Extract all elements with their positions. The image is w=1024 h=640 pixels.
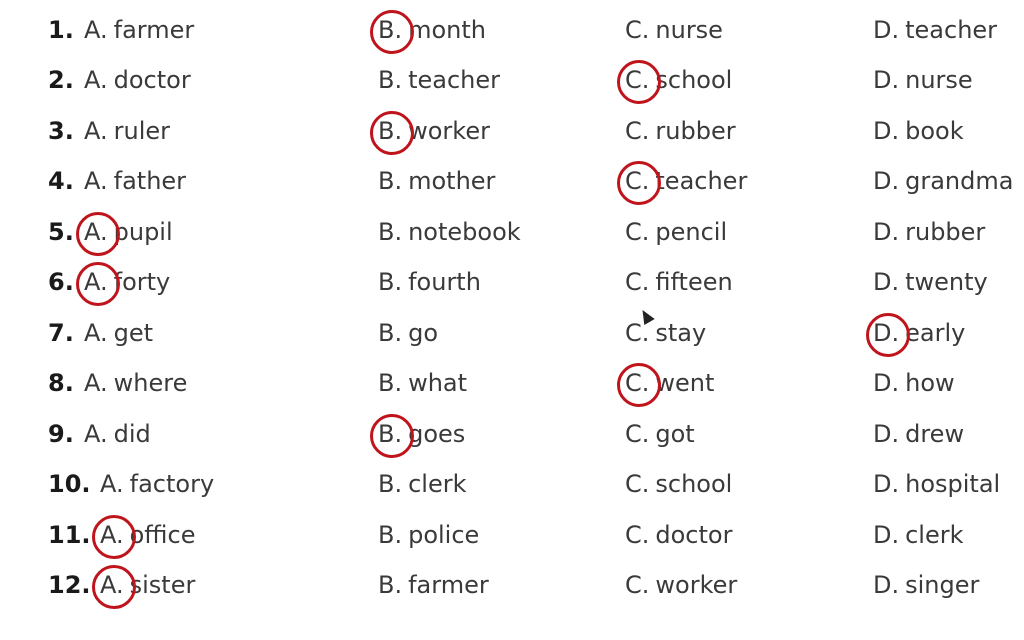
option-letter: C. [625, 420, 650, 448]
option-word: teacher [655, 167, 748, 195]
question-row [0, 55, 1024, 105]
option-c[interactable] [625, 571, 737, 599]
option-d[interactable] [873, 369, 955, 397]
circled-option-letter: B. [378, 117, 403, 145]
option-word: sister [129, 571, 196, 599]
option-a[interactable] [100, 470, 214, 498]
option-letter: A. [84, 319, 108, 347]
question-number: 12. [48, 571, 91, 599]
option-word: go [408, 319, 439, 347]
option-a[interactable] [84, 319, 153, 347]
option-word: rubber [905, 218, 986, 246]
option-b[interactable] [378, 521, 479, 549]
question-row [0, 207, 1024, 257]
question-number: 1. [48, 16, 74, 44]
option-word: did [113, 420, 151, 448]
question-number: 4. [48, 167, 74, 195]
option-letter: D. [873, 369, 900, 397]
option-letter: A. [100, 470, 124, 498]
option-c[interactable] [625, 470, 732, 498]
option-word: clerk [408, 470, 467, 498]
option-word: fourth [408, 268, 481, 296]
question-row [0, 5, 1024, 55]
option-b[interactable] [378, 167, 495, 195]
question-row [0, 156, 1024, 206]
option-letter: B. [378, 571, 403, 599]
option-b[interactable] [378, 16, 486, 44]
option-letter: B. [378, 470, 403, 498]
option-word: twenty [905, 268, 988, 296]
question-row [0, 358, 1024, 408]
option-word: school [655, 66, 733, 94]
option-word: teacher [408, 66, 501, 94]
option-letter: C. [625, 319, 650, 347]
option-word: farmer [113, 16, 195, 44]
question-row [0, 560, 1024, 610]
option-word: stay [655, 319, 707, 347]
option-b[interactable] [378, 66, 500, 94]
option-word: hospital [905, 470, 1001, 498]
circled-option-letter: B. [378, 16, 403, 44]
option-c[interactable] [625, 319, 706, 347]
option-b[interactable] [378, 470, 467, 498]
question-row [0, 106, 1024, 156]
option-letter: C. [625, 571, 650, 599]
option-letter: A. [84, 16, 108, 44]
question-number: 10. [48, 470, 91, 498]
option-c[interactable] [625, 167, 747, 195]
option-word: nurse [655, 16, 723, 44]
option-letter: D. [873, 521, 900, 549]
option-a[interactable] [84, 167, 186, 195]
option-c[interactable] [625, 117, 736, 145]
question-number: 6. [48, 268, 74, 296]
option-c[interactable] [625, 66, 732, 94]
option-word: father [113, 167, 187, 195]
question-number: 8. [48, 369, 74, 397]
option-d[interactable] [873, 16, 997, 44]
option-word: police [408, 521, 480, 549]
option-letter: C. [625, 16, 650, 44]
question-number: 5. [48, 218, 74, 246]
option-word: month [408, 16, 486, 44]
option-d[interactable] [873, 319, 965, 347]
option-word: notebook [408, 218, 521, 246]
option-word: got [655, 420, 695, 448]
option-word: nurse [905, 66, 973, 94]
option-a[interactable] [84, 268, 170, 296]
option-b[interactable] [378, 369, 467, 397]
option-d[interactable] [873, 218, 985, 246]
option-c[interactable] [625, 420, 695, 448]
question-row [0, 510, 1024, 560]
option-word: teacher [905, 16, 998, 44]
option-word: ruler [113, 117, 171, 145]
option-word: forty [113, 268, 171, 296]
option-word: mother [408, 167, 496, 195]
circled-option-letter: D. [873, 319, 900, 347]
option-b[interactable] [378, 319, 438, 347]
circled-option-letter: C. [625, 66, 650, 94]
option-letter: B. [378, 319, 403, 347]
option-c[interactable] [625, 268, 733, 296]
option-letter: D. [873, 218, 900, 246]
option-letter: D. [873, 470, 900, 498]
option-letter: C. [625, 117, 650, 145]
circled-option-letter: C. [625, 369, 650, 397]
option-a[interactable] [84, 420, 151, 448]
option-letter: B. [378, 521, 403, 549]
option-letter: C. [625, 470, 650, 498]
option-letter: C. [625, 521, 650, 549]
question-row [0, 308, 1024, 358]
option-letter: B. [378, 66, 403, 94]
option-letter: D. [873, 167, 900, 195]
option-word: rubber [655, 117, 736, 145]
option-a[interactable] [100, 571, 195, 599]
circled-option-letter: A. [84, 218, 108, 246]
option-word: office [129, 521, 196, 549]
option-word: went [655, 369, 715, 397]
option-c[interactable] [625, 369, 714, 397]
option-d[interactable] [873, 470, 1000, 498]
question-number: 2. [48, 66, 74, 94]
option-word: factory [129, 470, 215, 498]
option-word: fifteen [655, 268, 733, 296]
option-letter: B. [378, 218, 403, 246]
option-letter: B. [378, 167, 403, 195]
option-letter: B. [378, 369, 403, 397]
option-b[interactable] [378, 420, 465, 448]
option-d[interactable] [873, 66, 973, 94]
option-d[interactable] [873, 571, 979, 599]
option-letter: D. [873, 268, 900, 296]
option-d[interactable] [873, 167, 1013, 195]
option-word: early [905, 319, 966, 347]
option-word: clerk [905, 521, 964, 549]
option-a[interactable] [84, 218, 173, 246]
question-number: 7. [48, 319, 74, 347]
option-word: goes [408, 420, 466, 448]
option-c[interactable] [625, 16, 723, 44]
question-row [0, 459, 1024, 509]
option-d[interactable] [873, 521, 964, 549]
option-letter: A. [84, 369, 108, 397]
option-letter: A. [84, 117, 108, 145]
option-word: doctor [655, 521, 733, 549]
option-b[interactable] [378, 218, 521, 246]
question-row [0, 409, 1024, 459]
option-letter: D. [873, 420, 900, 448]
circled-option-letter: C. [625, 167, 650, 195]
circled-option-letter: A. [84, 268, 108, 296]
circled-option-letter: A. [100, 521, 124, 549]
option-word: book [905, 117, 964, 145]
option-word: farmer [408, 571, 489, 599]
option-word: drew [905, 420, 965, 448]
question-row [0, 257, 1024, 307]
option-letter: A. [84, 420, 108, 448]
option-b[interactable] [378, 571, 489, 599]
option-a[interactable] [84, 117, 170, 145]
option-letter: D. [873, 117, 900, 145]
option-word: pencil [655, 218, 728, 246]
question-number: 11. [48, 521, 91, 549]
question-number: 3. [48, 117, 74, 145]
option-letter: A. [84, 167, 108, 195]
option-d[interactable] [873, 268, 988, 296]
option-d[interactable] [873, 420, 964, 448]
option-a[interactable] [84, 66, 191, 94]
option-a[interactable] [84, 16, 194, 44]
circled-option-letter: B. [378, 420, 403, 448]
option-word: how [905, 369, 955, 397]
option-b[interactable] [378, 268, 481, 296]
option-word: worker [408, 117, 490, 145]
option-word: doctor [113, 66, 191, 94]
option-word: singer [905, 571, 980, 599]
option-letter: D. [873, 571, 900, 599]
question-number: 9. [48, 420, 74, 448]
circled-option-letter: A. [100, 571, 124, 599]
option-word: get [113, 319, 154, 347]
option-b[interactable] [378, 117, 490, 145]
option-d[interactable] [873, 117, 964, 145]
option-c[interactable] [625, 218, 727, 246]
option-word: school [655, 470, 733, 498]
option-word: pupil [113, 218, 173, 246]
option-letter: D. [873, 66, 900, 94]
option-c[interactable] [625, 521, 732, 549]
option-word: worker [655, 571, 738, 599]
option-letter: B. [378, 268, 403, 296]
option-word: where [113, 369, 188, 397]
option-letter: A. [84, 66, 108, 94]
option-word: grandma [905, 167, 1014, 195]
option-letter: C. [625, 268, 650, 296]
option-a[interactable] [100, 521, 195, 549]
option-letter: C. [625, 218, 650, 246]
option-word: what [408, 369, 468, 397]
option-letter: D. [873, 16, 900, 44]
option-a[interactable] [84, 369, 187, 397]
